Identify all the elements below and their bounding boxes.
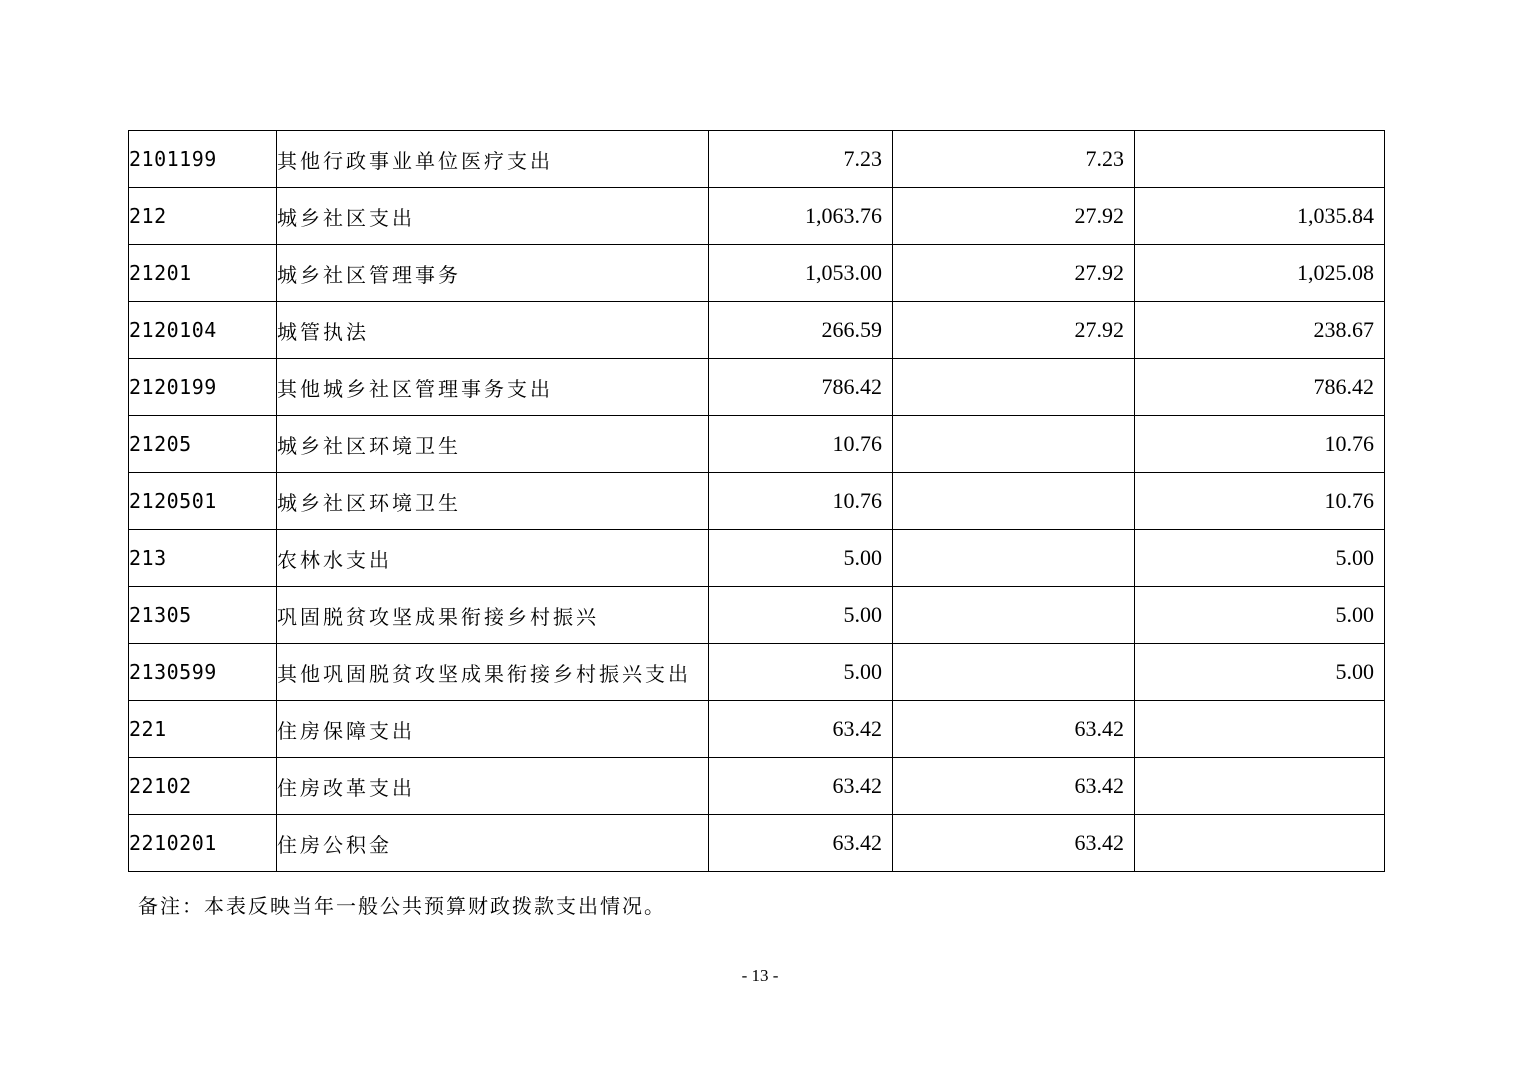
table-remark: 备注：本表反映当年一般公共预算财政拨款支出情况。	[138, 894, 666, 918]
total-amount-cell: 10.76	[709, 473, 893, 530]
project-expenditure-cell: 10.76	[1135, 416, 1385, 473]
basic-expenditure-cell: 63.42	[893, 758, 1135, 815]
project-expenditure-cell: 238.67	[1135, 302, 1385, 359]
basic-expenditure-cell	[893, 473, 1135, 530]
subject-code-cell: 21305	[129, 587, 277, 644]
basic-expenditure-cell: 63.42	[893, 701, 1135, 758]
subject-code-cell: 2210201	[129, 815, 277, 872]
basic-expenditure-cell: 63.42	[893, 815, 1135, 872]
basic-expenditure-cell	[893, 644, 1135, 701]
project-expenditure-cell	[1135, 701, 1385, 758]
table-row	[129, 701, 1385, 758]
basic-expenditure-cell	[893, 416, 1135, 473]
subject-name-cell: 住房保障支出	[277, 701, 709, 758]
table-row	[129, 758, 1385, 815]
table-row	[129, 815, 1385, 872]
total-amount-cell: 10.76	[709, 416, 893, 473]
subject-name-cell: 巩固脱贫攻坚成果衔接乡村振兴	[277, 587, 709, 644]
table-row	[129, 188, 1385, 245]
table-row	[129, 587, 1385, 644]
subject-name-cell: 城乡社区支出	[277, 188, 709, 245]
total-amount-cell: 5.00	[709, 644, 893, 701]
subject-code-cell: 2130599	[129, 644, 277, 701]
project-expenditure-cell	[1135, 815, 1385, 872]
subject-name-cell: 其他城乡社区管理事务支出	[277, 359, 709, 416]
project-expenditure-cell	[1135, 131, 1385, 188]
project-expenditure-cell: 5.00	[1135, 644, 1385, 701]
subject-name-cell: 城管执法	[277, 302, 709, 359]
subject-code-cell: 221	[129, 701, 277, 758]
project-expenditure-cell: 10.76	[1135, 473, 1385, 530]
basic-expenditure-cell	[893, 530, 1135, 587]
total-amount-cell: 63.42	[709, 815, 893, 872]
subject-name-cell: 城乡社区环境卫生	[277, 416, 709, 473]
table-body	[129, 131, 1385, 872]
subject-code-cell: 2120501	[129, 473, 277, 530]
subject-code-cell: 213	[129, 530, 277, 587]
total-amount-cell: 7.23	[709, 131, 893, 188]
table-row	[129, 473, 1385, 530]
project-expenditure-cell: 786.42	[1135, 359, 1385, 416]
subject-name-cell: 城乡社区环境卫生	[277, 473, 709, 530]
subject-code-cell: 21205	[129, 416, 277, 473]
total-amount-cell: 786.42	[709, 359, 893, 416]
subject-code-cell: 2120199	[129, 359, 277, 416]
table-row	[129, 530, 1385, 587]
subject-name-cell: 住房改革支出	[277, 758, 709, 815]
basic-expenditure-cell: 7.23	[893, 131, 1135, 188]
subject-code-cell: 21201	[129, 245, 277, 302]
project-expenditure-cell: 5.00	[1135, 587, 1385, 644]
subject-name-cell: 其他行政事业单位医疗支出	[277, 131, 709, 188]
basic-expenditure-cell: 27.92	[893, 302, 1135, 359]
project-expenditure-cell: 1,025.08	[1135, 245, 1385, 302]
subject-name-cell: 城乡社区管理事务	[277, 245, 709, 302]
total-amount-cell: 1,063.76	[709, 188, 893, 245]
basic-expenditure-cell	[893, 587, 1135, 644]
subject-code-cell: 212	[129, 188, 277, 245]
subject-code-cell: 2101199	[129, 131, 277, 188]
table-row	[129, 644, 1385, 701]
page-number: - 13 -	[741, 966, 779, 985]
table-row	[129, 302, 1385, 359]
subject-name-cell: 其他巩固脱贫攻坚成果衔接乡村振兴支出	[277, 644, 709, 701]
total-amount-cell: 63.42	[709, 758, 893, 815]
subject-code-cell: 22102	[129, 758, 277, 815]
total-amount-cell: 266.59	[709, 302, 893, 359]
total-amount-cell: 5.00	[709, 530, 893, 587]
subject-name-cell: 住房公积金	[277, 815, 709, 872]
subject-code-cell: 2120104	[129, 302, 277, 359]
budget-expenditure-table	[128, 130, 1385, 872]
project-expenditure-cell	[1135, 758, 1385, 815]
basic-expenditure-cell: 27.92	[893, 188, 1135, 245]
total-amount-cell: 5.00	[709, 587, 893, 644]
table-row	[129, 245, 1385, 302]
basic-expenditure-cell	[893, 359, 1135, 416]
subject-name-cell: 农林水支出	[277, 530, 709, 587]
project-expenditure-cell: 5.00	[1135, 530, 1385, 587]
table-row	[129, 359, 1385, 416]
total-amount-cell: 1,053.00	[709, 245, 893, 302]
table-row	[129, 416, 1385, 473]
table-row	[129, 131, 1385, 188]
project-expenditure-cell: 1,035.84	[1135, 188, 1385, 245]
total-amount-cell: 63.42	[709, 701, 893, 758]
basic-expenditure-cell: 27.92	[893, 245, 1135, 302]
